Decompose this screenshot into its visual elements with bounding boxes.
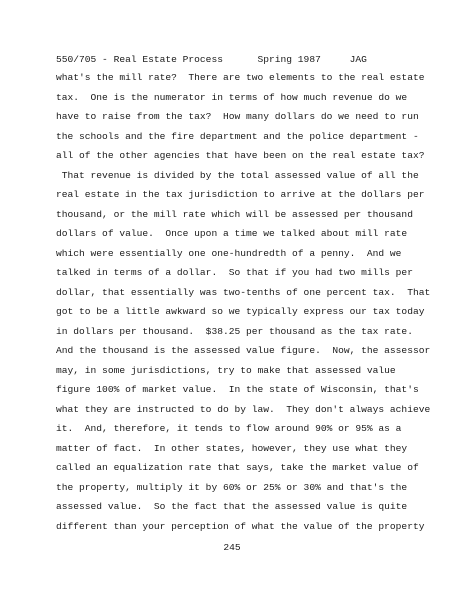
text-line: the schools and the fire department and the police department - bbox=[56, 130, 419, 142]
text-line: which were essentially one one-hundredth of a penny. And we bbox=[56, 247, 402, 259]
text-line: the property, multiply it by 60% or 25% or 30% and that's the bbox=[56, 481, 408, 493]
page-header: 550/705 - Real Estate Process Spring 1987 JAG bbox=[56, 54, 367, 65]
text-line: tax. One is the numerator in terms of how much revenue do we bbox=[56, 91, 408, 103]
text-line: talked in terms of a dollar. So that if you had two mills per bbox=[56, 267, 413, 278]
text-line: all of the other agencies that have been on the real estate tax? bbox=[56, 150, 425, 161]
text-line: dollars of value. Once upon a time we talked about mill rate bbox=[56, 228, 408, 239]
text-line: may, in some jurisdictions, try to make that assessed value bbox=[56, 364, 396, 376]
text-line: called an equalization rate that says, take the market value of bbox=[56, 462, 419, 473]
text-line: dollar, that essentially was two-tenths of one percent tax. That bbox=[56, 286, 431, 298]
text-line: That revenue is divided by the total assessed value of all the bbox=[56, 169, 419, 181]
text-line: thousand, or the mill rate which will be assessed per thousand bbox=[56, 208, 413, 220]
text-line: have to raise from the tax? How many dollars do we need to run bbox=[56, 111, 419, 122]
text-line: figure 100% of market value. In the state of Wisconsin, that's bbox=[56, 384, 419, 395]
text-line: it. And, therefore, it tends to flow around 90% or 95% as a bbox=[56, 423, 402, 434]
text-line: And the thousand is the assessed value figure. Now, the assessor bbox=[56, 345, 431, 356]
page-number: 245 bbox=[223, 542, 241, 553]
text-line: in dollars per thousand. $38.25 per thousand as the tax rate. bbox=[56, 325, 413, 337]
text-line: got to be a little awkward so we typically express our tax today bbox=[56, 306, 425, 317]
text-line: what's the mill rate? There are two elements to the real estate bbox=[56, 72, 425, 83]
text-line: real estate in the tax jurisdiction to arrive at the dollars per bbox=[56, 189, 425, 200]
text-line: assessed value. So the fact that the assessed value is quite bbox=[56, 501, 408, 512]
text-line: what they are instructed to do by law. They don't always achieve bbox=[56, 403, 431, 415]
text-line: different than your perception of what the value of the property bbox=[56, 520, 425, 532]
text-line: matter of fact. In other states, however, they use what they bbox=[56, 442, 408, 454]
transcript-body bbox=[56, 72, 430, 540]
